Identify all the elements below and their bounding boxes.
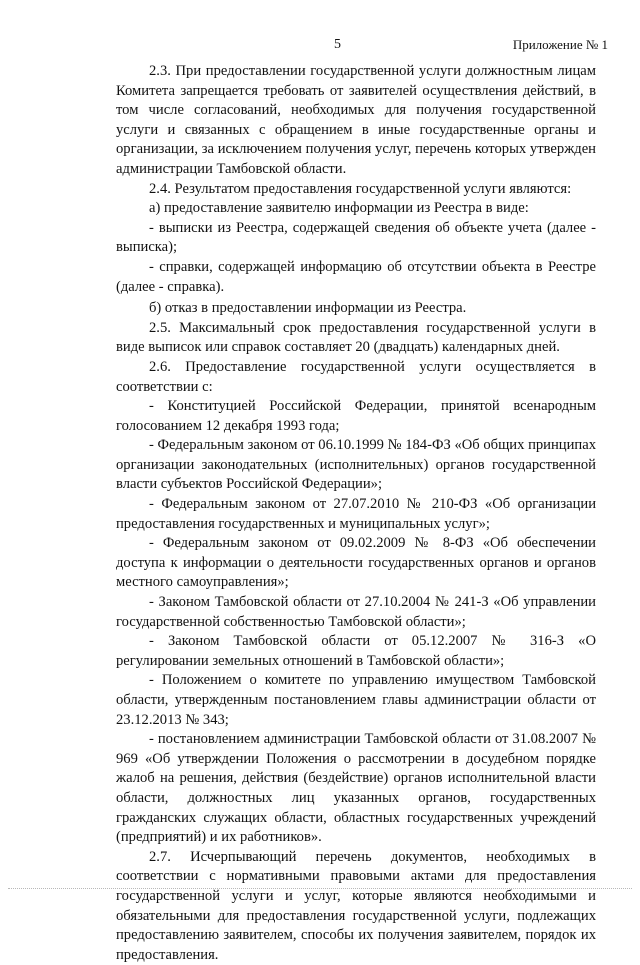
paragraph-2-7: 2.7. Исчерпывающий перечень документов, необходимых в соответствии с нормативными правовыми актами для предоставления государственной услуги и услуг, которые являются необходимыми и обязательными для предоставления государственной услуги, подлежащих предоставлению заявителем, способы их получения заявителем, порядок их предоставления. — [116, 848, 596, 963]
paragraph-2-4: 2.4. Результатом предоставления государственной услуги являются: — [149, 180, 572, 197]
item-a: а) предоставление заявителю информации из Реестра в виде: — [149, 200, 529, 217]
scan-edge-line — [8, 888, 632, 889]
item-b: б) отказ в предоставлении информации из Реестра. — [149, 300, 467, 317]
item-extract: - выписки из Реестра, содержащей сведения об объекте учета (далее - выписка); — [116, 219, 596, 256]
list-item-law-8: - Федеральным законом от 09.02.2009 № 8-ФЗ «Об обеспечении доступа к информации о деятельности государственных органов и органов местного самоуправления»; — [116, 535, 596, 591]
paragraph-2-6: 2.6. Предоставление государственной услуги осуществляется в соответствии с: — [116, 358, 596, 395]
list-item-resolution-969: - постановлением администрации Тамбовской области от 31.08.2007 № 969 «Об утверждении Положения о рассмотрении в досудебном порядке жалоб на решения, действия (бездействие) органов исполнительной власти области, должностных лиц указанных органов, государственных гражданских служащих области, областных государственных учреждений (предприятий) и их работников». — [116, 731, 596, 846]
list-item-committee-regulation: - Положением о комитете по управлению имуществом Тамбовской области, утвержденным постановлением главы администрации области от 23.12.2013 № 343; — [116, 672, 596, 728]
paragraph-2-5: 2.5. Максимальный срок предоставления государственной услуги в виде выписок или справок составляет 20 (двадцать) календарных дней. — [116, 319, 596, 356]
document-body — [116, 62, 596, 965]
appendix-label: Приложение № 1 — [512, 37, 608, 52]
list-item-law-210: - Федеральным законом от 27.07.2010 № 210-ФЗ «Об организации предоставления государственных и муниципальных услуг»; — [116, 496, 596, 532]
item-certificate: - справки, содержащей информацию об отсутствии объекта в Реестре (далее - справка). — [116, 258, 596, 295]
paragraph-2-3: 2.3. При предоставлении государственной услуги должностным лицам Комитета запрещается требовать от заявителей осуществления действий, в том числе согласований, необходимых для получения государственной услуги и связанных с обращением в иные государственные органы и организации, за исключением получения услуг, перечень которых утвержден администрации Тамбовской области. — [116, 63, 596, 177]
list-item-regional-law-316: - Законом Тамбовской области от 05.12.2007 № 316-З «О регулировании земельных отношений в Тамбовской области»; — [116, 633, 596, 669]
list-item-law-184: - Федеральным законом от 06.10.1999 № 184-ФЗ «Об общих принципах организации законодательных (исполнительных) органов государственной власти субъектов Российской Федерации»; — [116, 437, 596, 493]
list-item-regional-law-241: - Законом Тамбовской области от 27.10.2004 № 241-З «Об управлении государственной собственностью Тамбовской области»; — [116, 594, 596, 630]
list-item-constitution: - Конституцией Российской Федерации, принятой всенародным голосованием 12 декабря 1993 года; — [116, 398, 596, 434]
page-number: 5 — [334, 37, 341, 52]
